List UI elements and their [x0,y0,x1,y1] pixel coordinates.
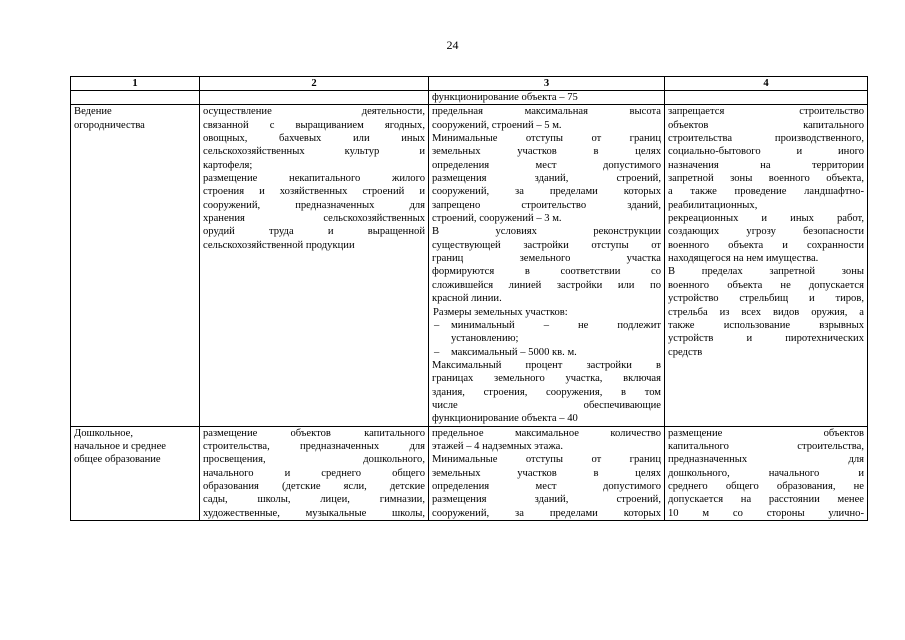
text-line: а также проведение ландшафтно- [668,186,864,198]
text-line: строения и хозяйственных строений и [203,186,425,198]
continuation-cell: функционирование объекта – 75 [429,91,665,105]
reconstruction-paragraph [432,225,661,305]
text-line: запрещено строительство зданий, [432,199,661,211]
text-line: этажей – 4 надземных этажа. [432,440,563,452]
parameters-cell [429,105,665,426]
text-line: военного объекта и сохранности [668,239,864,251]
text-line: Минимальные отступы от границ [432,133,661,145]
text-line: В пределах запретной зоны [668,266,864,278]
text-line: функционирование объекта – 40 [432,413,578,425]
text-line: огородничества [74,119,145,131]
text-line: начальное и среднее [74,440,166,452]
text-line: сооружений, за пределами которых [432,186,661,198]
text-line: среднего общего образования, не [668,480,864,492]
table-header-row [71,77,868,91]
text-line: также использование взрывных [668,319,864,331]
coverage-paragraph [432,359,661,426]
text-line: строительства, предназначенных для [203,440,425,452]
plot-sizes-title: Размеры земельных участков: [433,306,568,318]
text-line: В условиях реконструкции [432,226,661,238]
text-line: орудий труда и выращенной [203,226,425,238]
text-line: запретной зоны военного объекта, [668,173,864,185]
text-line: устройство стрельбищ и тиров, [668,293,864,305]
text-line: Максимальный процент застройки в [432,359,661,371]
text-line: предназначенных для [668,454,864,466]
text-line: стрельба из всех видов оружия, а [668,306,864,318]
text-line: дошкольного, начального и [668,467,864,479]
text-line: просвещения, дошкольного, [203,454,425,466]
text-line: размещение некапитального жилого [203,173,425,185]
text-line: социально-бытового и иного [668,146,864,158]
text-line: художественные, музыкальные школы, [203,507,425,519]
text-line: определения мест допустимого [432,480,661,492]
text-line: сельскохозяйственной продукции [203,239,355,251]
text-line: границ земельного участка [432,253,661,265]
use-description-lines [203,105,425,252]
text-line: сооружений, предназначенных для [203,199,425,211]
use-description-cell [200,105,429,426]
text-line: предельное максимальное количество [432,427,661,439]
text-line: сложившейся линией застройки или по [432,279,661,291]
text-line: числе обеспечивающие [432,399,661,411]
text-line: максимальный – 5000 кв. м. [451,346,577,358]
text-line: земельных участков в целях [432,146,661,158]
text-line: Ведение [74,106,112,118]
regulations-table [70,76,868,521]
text-line: назначения на территории [668,159,864,171]
text-line: формируются в соответствии со [432,266,661,278]
bullet-dash: – [434,346,440,358]
floors-limit-paragraph [432,427,661,454]
use-type-lines [74,105,196,132]
column-header-1: 1 [71,77,200,91]
text-line: связанной с выращиванием ягодных, [203,119,425,131]
text-line: объектов капитального [668,119,864,131]
text-line: Дошкольное, [74,427,134,439]
text-line: общее образование [74,454,161,466]
text-line: хранения сельскохозяйственных [203,213,425,225]
text-line: строительства производственного, [668,133,864,145]
bullet-dash: – [434,319,440,331]
table-row-continuation [71,91,868,105]
text-line: допускается на расстоянии менее [668,494,864,506]
column-header-2: 2 [200,77,429,91]
text-line: военного объекта не допускается [668,279,864,291]
text-line: 10 м со стороны улично- [668,507,864,519]
text-line: земельных участков в целях [432,467,661,479]
text-line: начального и среднего общего [203,467,425,479]
text-line: размещения зданий, строений, [432,494,661,506]
text-line: овощных, бахчевых или иных [203,133,425,145]
restrictions-cell [665,105,868,426]
column-header-3: 3 [429,77,665,91]
text-line: предельная максимальная высота [432,106,661,118]
text-line: находящегося на нем имущества. [668,253,819,265]
text-line: здания, строения, сооружения, в том [432,386,661,398]
text-line: сооружений, за пределами которых [432,507,661,519]
use-description-cell [200,426,429,520]
table-row-gardening [71,105,868,426]
text-line: реабилитационных, [668,199,758,211]
text-line: рекреационных и иных работ, [668,213,864,225]
text-line: границах земельного участка, включая [432,373,661,385]
text-line: Минимальные отступы от границ [432,454,661,466]
setback-paragraph [432,453,661,520]
text-line: минимальный – не подлежит [451,319,661,331]
text-line: существующей застройки отступы от [432,239,661,251]
text-line: капитального строительства, [668,440,864,452]
restrictions-lines [668,427,864,520]
plot-size-max-bullet [432,346,661,359]
parameters-cell [429,426,665,520]
use-description-lines [203,427,425,520]
text-line: строений, сооружений – 3 м. [432,213,562,225]
text-line: размещения зданий, строений, [432,173,661,185]
text-line: размещение объектов [668,427,864,439]
use-type-lines [74,427,196,467]
height-limit-paragraph [432,105,661,132]
text-line: осуществление деятельности, [203,106,425,118]
text-line: средств [668,346,703,358]
text-line: размещение объектов капитального [203,427,425,439]
text-line: образования (детские ясли, детские [203,480,425,492]
text-line: картофеля; [203,159,253,171]
page-number: 24 [446,38,459,52]
table-row-education [71,426,868,520]
text-line: создающих угрозу безопасности [668,226,864,238]
setback-paragraph [432,132,661,225]
text-line: определения мест допустимого [432,159,661,171]
plot-size-min-bullet [432,319,661,346]
text-line: установлению; [451,333,519,345]
text-line: красной линии. [432,293,502,305]
restrictions-cell [665,426,868,520]
column-header-4: 4 [665,77,868,91]
use-type-cell [71,105,200,426]
text-line: сельскохозяйственных культур и [203,146,425,158]
text-line: сады, школы, лицеи, гимназии, [203,494,425,506]
restrictions-lines [668,105,864,359]
text-line: запрещается строительство [668,106,864,118]
text-line: устройств и пиротехнических [668,333,864,345]
text-line: сооружений, строений – 5 м. [432,119,562,131]
use-type-cell [71,426,200,520]
